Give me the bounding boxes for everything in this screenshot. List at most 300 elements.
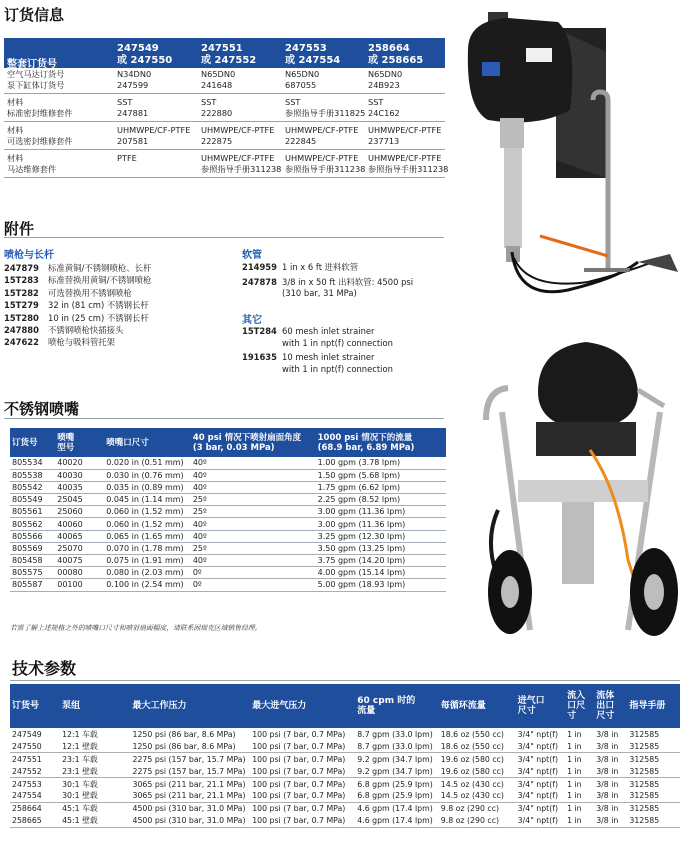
specs-row bbox=[10, 765, 680, 777]
gun-item-pn: 15T279 bbox=[4, 300, 39, 311]
other-item-desc-line: 60 mesh inlet strainer bbox=[282, 326, 375, 336]
nozzle-cell: 805566 bbox=[10, 530, 55, 542]
nozzle-cell: 0.100 in (2.54 mm) bbox=[104, 579, 191, 591]
order-header-col-line: 258664 bbox=[368, 43, 410, 54]
specs-cell: 3/8 in bbox=[596, 779, 619, 789]
spray-gun bbox=[638, 254, 678, 272]
nozzle-cell: 0.060 in (1.52 mm) bbox=[104, 506, 191, 518]
order-row-value: UHMWPE/CF-PTFE bbox=[117, 125, 191, 135]
nozzles-rule bbox=[4, 418, 444, 419]
nozzle-cell: 25045 bbox=[55, 494, 104, 506]
specs-cell: 3/8 in bbox=[594, 765, 627, 777]
other-item-pn: 15T284 bbox=[242, 326, 277, 336]
specs-header-line: 流体 bbox=[596, 691, 615, 701]
specs-cell: 258665 bbox=[10, 815, 60, 827]
nozzle-cell: 0.065 in (1.65 mm) bbox=[104, 530, 191, 542]
hose-item-desc bbox=[282, 277, 413, 300]
specs-header-line: 每循环流量 bbox=[440, 701, 486, 711]
other-item bbox=[242, 326, 442, 349]
order-row-value: 24B923 bbox=[368, 80, 400, 90]
order-row-value: N34DN0 bbox=[117, 69, 152, 79]
specs-cell: 1250 psi (86 bar, 8.6 MPa) bbox=[132, 729, 236, 739]
specs-header-cell bbox=[439, 684, 516, 728]
nozzle-cell: 0.080 in (2.03 mm) bbox=[104, 567, 191, 579]
order-header-col-line: 或 258665 bbox=[368, 55, 424, 66]
nozzle-cell: 25º bbox=[191, 494, 316, 506]
specs-cell: 3/4" npt(f) bbox=[516, 815, 565, 827]
specs-cell: 258664 bbox=[12, 804, 42, 814]
nozzle-row bbox=[10, 567, 446, 579]
brand-badge bbox=[482, 62, 500, 76]
accessories-rule bbox=[4, 237, 444, 238]
specs-cell: 2275 psi (157 bar, 15.7 MPa) bbox=[131, 765, 251, 777]
other-item-pn: 191635 bbox=[242, 352, 277, 362]
gun-item-desc: 32 in (81 cm) 不锈钢长杆 bbox=[48, 300, 149, 311]
gun-item-desc: 喷枪与吸料管托架 bbox=[48, 337, 115, 348]
specs-cell: 18.6 oz (550 cc) bbox=[440, 729, 504, 739]
order-row-value: 参照指导手册311238 bbox=[201, 164, 282, 174]
order-header-label: 整套订货号 bbox=[7, 59, 57, 70]
specs-cell: 247552 bbox=[10, 765, 60, 777]
gun-item bbox=[4, 299, 234, 311]
nozzle-note: 若需了解上述规格之外的喷嘴口尺寸和喷射扇面幅度，请联系固瑞克区域销售经理。 bbox=[10, 624, 262, 632]
specs-cell: 1 in bbox=[567, 804, 582, 814]
nozzle-cell: 1.00 gpm (3.78 lpm) bbox=[316, 457, 446, 469]
order-row-value: 参照指导手册311825 bbox=[285, 108, 366, 118]
hose-item-pn: 214959 bbox=[242, 262, 277, 272]
nozzle-cell: 25º bbox=[191, 542, 316, 554]
nozzle-cell: 40065 bbox=[55, 530, 104, 542]
nozzle-row bbox=[10, 542, 446, 554]
nozzle-cell: 40035 bbox=[55, 481, 104, 493]
order-row-value: SST bbox=[117, 97, 133, 107]
order-row-label: 标准密封维修套件 bbox=[7, 108, 73, 118]
nozzle-cell: 00100 bbox=[55, 579, 104, 591]
specs-cell: 312585 bbox=[627, 765, 680, 777]
hose-item-desc bbox=[282, 262, 358, 274]
other-item-desc bbox=[282, 352, 393, 375]
order-row-label: 泵下缸体订货号 bbox=[7, 80, 65, 90]
nozzle-cell: 805542 bbox=[10, 481, 55, 493]
nozzle-header-line: 40 psi 情况下喷射扇面角度 bbox=[192, 432, 302, 443]
specs-rule bbox=[10, 680, 680, 681]
specs-header-cell bbox=[355, 684, 439, 728]
nozzle-header-line: 喷嘴口尺寸 bbox=[106, 437, 149, 448]
order-row-value: UHMWPE/CF-PTFE bbox=[285, 153, 359, 163]
specs-cell: 4.6 gpm (17.4 lpm) bbox=[357, 804, 433, 814]
nozzle-cell: 4.00 gpm (15.14 lpm) bbox=[316, 567, 446, 579]
specs-cell: 3/8 in bbox=[596, 754, 619, 764]
specs-cell: 23:1 壁载 bbox=[60, 765, 130, 777]
nozzle-cell: 40º bbox=[191, 481, 316, 493]
order-header-col-line: 247549 bbox=[117, 43, 159, 54]
specs-cell: 3/4" npt(f) bbox=[517, 754, 559, 764]
nozzle-cell: 0.035 in (0.89 mm) bbox=[104, 481, 191, 493]
hose-item-desc-line: 1 in x 6 ft 进料软管 bbox=[282, 262, 359, 272]
specs-header-cell bbox=[60, 684, 130, 728]
order-row bbox=[4, 69, 445, 80]
specs-cell: 3/4" npt(f) bbox=[516, 790, 565, 802]
order-row-value: SST bbox=[285, 97, 301, 107]
gun-item bbox=[4, 336, 234, 348]
specs-header-cell bbox=[10, 684, 60, 728]
other-group-title: 其它 bbox=[242, 315, 262, 326]
nozzle-cell: 0.045 in (1.14 mm) bbox=[104, 494, 191, 506]
order-header-col-line: 或 247554 bbox=[285, 55, 341, 66]
specs-header-line: 尺寸 bbox=[596, 711, 615, 721]
order-row bbox=[4, 80, 445, 91]
order-row bbox=[4, 125, 445, 136]
specs-cell: 100 psi (7 bar, 0.7 MPa) bbox=[252, 804, 346, 814]
specs-cell: 3/8 in bbox=[594, 815, 627, 827]
other-item-desc bbox=[282, 326, 393, 349]
order-row-value: 237713 bbox=[368, 136, 400, 146]
specs-cell: 312585 bbox=[629, 779, 660, 789]
nozzle-header-line: (68.9 bar, 6.89 MPa) bbox=[317, 442, 415, 453]
nozzle-cell: 0.060 in (1.52 mm) bbox=[104, 518, 191, 530]
specs-cell: 14.5 oz (430 cc) bbox=[439, 790, 516, 802]
order-row-value: 222845 bbox=[285, 136, 317, 146]
nozzle-row bbox=[10, 530, 446, 542]
nozzle-cell: 00080 bbox=[55, 567, 104, 579]
gun-item-desc: 标准替换用黄铜/不锈钢喷枪 bbox=[48, 275, 152, 286]
specs-cell: 3/8 in bbox=[596, 729, 619, 739]
nozzle-cell: 40º bbox=[191, 555, 316, 567]
specs-cell: 8.7 gpm (33.0 lpm) bbox=[355, 740, 439, 752]
specs-cell: 3/4" npt(f) bbox=[516, 765, 565, 777]
hose-item-pn: 247878 bbox=[242, 276, 277, 287]
specs-row bbox=[10, 753, 680, 765]
order-row-value: 687055 bbox=[285, 80, 317, 90]
gun-item bbox=[4, 324, 234, 336]
nozzle-cell: 25070 bbox=[55, 542, 104, 554]
specs-header-line: 尺寸 bbox=[517, 706, 536, 716]
specs-cell: 9.2 gpm (34.7 lpm) bbox=[355, 765, 439, 777]
nozzle-cell: 805575 bbox=[10, 567, 55, 579]
order-row-value: 222875 bbox=[201, 136, 233, 146]
nozzle-header-line: 1000 psi 情况下的流量 bbox=[317, 432, 413, 443]
order-row-value: 参照指导手册311238 bbox=[285, 164, 366, 174]
other-item-desc-line: with 1 in npt(f) connection bbox=[282, 337, 393, 348]
nozzle-cell: 0º bbox=[191, 579, 316, 591]
specs-cell: 1 in bbox=[567, 729, 582, 739]
order-row-value: N65DN0 bbox=[368, 69, 403, 79]
specs-cell: 23:1 车载 bbox=[62, 754, 98, 764]
order-header-col bbox=[117, 43, 172, 67]
nozzle-row bbox=[10, 494, 446, 506]
order-header-col-line: 或 247550 bbox=[117, 55, 173, 66]
specs-cell: 3/8 in bbox=[594, 790, 627, 802]
order-row-value: 参照指导手册311238 bbox=[368, 164, 449, 174]
specs-cell: 30:1 壁载 bbox=[60, 790, 130, 802]
specs-cell: 100 psi (7 bar, 0.7 MPa) bbox=[250, 790, 355, 802]
specs-cell: 1 in bbox=[565, 815, 594, 827]
nozzle-table bbox=[10, 428, 446, 592]
gun-item-pn: 247879 bbox=[4, 263, 39, 273]
order-group-rule bbox=[4, 121, 445, 122]
nozzle-cell: 0.075 in (1.91 mm) bbox=[104, 555, 191, 567]
specs-row bbox=[10, 740, 680, 752]
gun-item-pn: 15T280 bbox=[4, 312, 39, 323]
specs-cell: 100 psi (7 bar, 0.7 MPa) bbox=[252, 729, 346, 739]
specs-cell: 1 in bbox=[565, 765, 594, 777]
nozzle-header-cell bbox=[55, 428, 104, 457]
nozzle-cell: 3.50 gpm (13.25 lpm) bbox=[316, 542, 446, 554]
order-row-label: 可选密封维修套件 bbox=[7, 136, 73, 146]
specs-cell: 18.6 oz (550 cc) bbox=[439, 740, 516, 752]
specs-row bbox=[10, 815, 680, 827]
specs-cell: 100 psi (7 bar, 0.7 MPa) bbox=[250, 765, 355, 777]
specs-cell: 8.7 gpm (33.0 lpm) bbox=[357, 729, 433, 739]
specs-row bbox=[10, 728, 680, 740]
nozzle-header-line: (3 bar, 0.03 MPa) bbox=[192, 442, 275, 453]
nozzle-cell: 805458 bbox=[10, 555, 55, 567]
nozzle-cell: 2.25 gpm (8.52 lpm) bbox=[316, 494, 446, 506]
nozzle-cell: 40020 bbox=[55, 457, 104, 469]
specs-cell: 312585 bbox=[627, 790, 680, 802]
specs-cell: 9.2 gpm (34.7 lpm) bbox=[357, 754, 433, 764]
gun-item-pn: 247622 bbox=[4, 337, 39, 348]
other-list bbox=[242, 326, 442, 378]
nozzle-cell: 0.020 in (0.51 mm) bbox=[104, 457, 191, 469]
gun-item-desc: 不锈钢喷枪快插接头 bbox=[48, 324, 124, 335]
specs-cell: 3065 psi (211 bar, 21.1 MPa) bbox=[132, 779, 246, 789]
specs-cell: 247551 bbox=[12, 754, 42, 764]
order-row-label: 马达维修套件 bbox=[7, 164, 57, 174]
specs-cell: 45:1 壁载 bbox=[60, 815, 130, 827]
specs-cell: 4500 psi (310 bar, 31.0 MPa) bbox=[131, 815, 251, 827]
specs-cell: 312585 bbox=[629, 729, 660, 739]
nozzle-cell: 805538 bbox=[10, 469, 55, 481]
specs-title: 技术参数 bbox=[12, 659, 77, 678]
nozzle-cell: 25060 bbox=[55, 506, 104, 518]
order-row-value: PTFE bbox=[117, 153, 137, 163]
hose-item bbox=[242, 262, 442, 274]
hose-list bbox=[242, 262, 442, 303]
gun-item-pn: 247880 bbox=[4, 324, 39, 335]
specs-cell: 1 in bbox=[567, 754, 582, 764]
specs-cell: 19.6 oz (580 cc) bbox=[440, 754, 504, 764]
nozzle-cell: 3.75 gpm (14.20 lpm) bbox=[316, 555, 446, 567]
specs-cell: 12:1 车载 bbox=[62, 729, 98, 739]
specs-cell: 3/4" npt(f) bbox=[517, 729, 559, 739]
order-header-col-line: 247551 bbox=[201, 43, 243, 54]
nozzle-cell: 805549 bbox=[10, 494, 55, 506]
nozzle-cell: 805569 bbox=[10, 542, 55, 554]
specs-cell: 247553 bbox=[12, 779, 42, 789]
wall-mount-pump-image bbox=[448, 0, 700, 300]
gun-item-desc: 10 in (25 cm) 不锈钢长杆 bbox=[48, 312, 149, 323]
nozzle-cell: 40º bbox=[191, 530, 316, 542]
specs-cell: 30:1 车载 bbox=[62, 779, 98, 789]
gun-item bbox=[4, 312, 234, 324]
other-item-desc-line: 10 mesh inlet strainer bbox=[282, 352, 375, 362]
specs-cell: 14.5 oz (430 cc) bbox=[440, 779, 504, 789]
order-row-value: N65DN0 bbox=[201, 69, 236, 79]
nozzle-cell: 40075 bbox=[55, 555, 104, 567]
specs-cell: 3/4" npt(f) bbox=[517, 804, 559, 814]
specs-cell: 100 psi (7 bar, 0.7 MPa) bbox=[250, 815, 355, 827]
specs-cell: 312585 bbox=[627, 815, 680, 827]
nozzle-header-line: 订货号 bbox=[12, 437, 38, 448]
order-group-rule bbox=[4, 149, 445, 150]
specs-table bbox=[10, 684, 680, 828]
order-row-label: 材料 bbox=[7, 125, 24, 135]
specs-header-line: 泵组 bbox=[62, 701, 81, 711]
specs-header-line: 进气口 bbox=[517, 696, 545, 706]
nozzle-cell: 1.75 gpm (6.62 lpm) bbox=[316, 481, 446, 493]
specs-header-line: 出口 bbox=[596, 701, 615, 711]
specs-cell: 312585 bbox=[629, 754, 660, 764]
specs-cell: 247549 bbox=[12, 729, 42, 739]
specs-header-line: 最大工作压力 bbox=[132, 701, 187, 711]
nozzle-row bbox=[10, 469, 446, 481]
specs-cell: 247554 bbox=[10, 790, 60, 802]
specs-cell: 1 in bbox=[565, 740, 594, 752]
nozzle-header-cell bbox=[10, 428, 55, 457]
specs-header-cell bbox=[516, 684, 565, 728]
specs-cell: 1 in bbox=[565, 790, 594, 802]
order-row-value: UHMWPE/CF-PTFE bbox=[201, 125, 275, 135]
gun-list bbox=[4, 262, 234, 349]
specs-header-cell bbox=[627, 684, 680, 728]
order-header-col-line: 247553 bbox=[285, 43, 327, 54]
order-table-header bbox=[4, 38, 445, 68]
specs-cell: 1 in bbox=[567, 779, 582, 789]
nozzle-cell: 0º bbox=[191, 567, 316, 579]
specs-cell: 45:1 车载 bbox=[62, 804, 98, 814]
specs-row bbox=[10, 790, 680, 802]
specs-header-line: 指导手册 bbox=[629, 701, 666, 711]
cart-pump-image bbox=[478, 330, 694, 650]
other-item-desc-line: with 1 in npt(f) connection bbox=[282, 363, 393, 374]
gun-item bbox=[4, 287, 234, 299]
hose-group-title: 软管 bbox=[242, 250, 262, 261]
specs-cell: 312585 bbox=[627, 740, 680, 752]
gun-item-desc: 标准黄铜/不锈钢喷枪、长杆 bbox=[48, 263, 152, 273]
order-row bbox=[4, 97, 445, 108]
specs-header-cell bbox=[131, 684, 251, 728]
nozzle-cell: 3.00 gpm (11.36 lpm) bbox=[316, 506, 446, 518]
specs-header-line: 口尺 bbox=[567, 701, 586, 711]
order-row-value: 247599 bbox=[117, 80, 149, 90]
specs-cell: 9.8 oz (290 cc) bbox=[440, 804, 500, 814]
order-row-label: 空气马达订货号 bbox=[7, 69, 65, 79]
specs-header-line: 订货号 bbox=[12, 701, 40, 711]
order-row-value: SST bbox=[201, 97, 217, 107]
nozzle-cell: 0.030 in (0.76 mm) bbox=[104, 469, 191, 481]
order-row-value: 24C162 bbox=[368, 108, 400, 118]
order-header-col bbox=[201, 43, 256, 67]
nozzle-header-cell bbox=[104, 428, 191, 457]
order-row-value: N65DN0 bbox=[285, 69, 320, 79]
specs-row bbox=[10, 802, 680, 814]
order-table bbox=[4, 38, 449, 198]
nozzle-cell: 40º bbox=[191, 469, 316, 481]
specs-row bbox=[10, 778, 680, 790]
order-row-value: 247881 bbox=[117, 108, 149, 118]
specs-cell: 3/4" npt(f) bbox=[516, 740, 565, 752]
specs-header-line: 流量 bbox=[357, 706, 376, 716]
specs-header-cell bbox=[250, 684, 355, 728]
specs-cell: 100 psi (7 bar, 0.7 MPa) bbox=[252, 779, 346, 789]
nozzles-title: 不锈钢喷嘴 bbox=[4, 400, 80, 418]
order-row bbox=[4, 153, 445, 164]
order-row bbox=[4, 136, 445, 147]
specs-cell: 19.6 oz (580 cc) bbox=[439, 765, 516, 777]
other-item bbox=[242, 352, 442, 375]
specs-cell: 3/8 in bbox=[596, 804, 619, 814]
order-row-value: UHMWPE/CF-PTFE bbox=[368, 125, 442, 135]
accessories-title: 附件 bbox=[4, 220, 35, 238]
gun-group-title: 喷枪与长杆 bbox=[4, 250, 54, 261]
order-header-col-line: 或 247552 bbox=[201, 55, 257, 66]
nozzle-cell: 805587 bbox=[10, 579, 55, 591]
nozzle-cell: 1.50 gpm (5.68 lpm) bbox=[316, 469, 446, 481]
nozzle-cell: 3.25 gpm (12.30 lpm) bbox=[316, 530, 446, 542]
order-row-label: 材料 bbox=[7, 153, 24, 163]
specs-cell: 12:1 壁载 bbox=[60, 740, 130, 752]
nozzle-header-cell bbox=[191, 428, 316, 457]
nozzle-cell: 25º bbox=[191, 506, 316, 518]
specs-cell: 2275 psi (157 bar, 15.7 MPa) bbox=[132, 754, 246, 764]
order-header-col bbox=[285, 43, 340, 67]
nozzle-cell: 40060 bbox=[55, 518, 104, 530]
nozzle-cell: 40030 bbox=[55, 469, 104, 481]
order-row-value: UHMWPE/CF-PTFE bbox=[201, 153, 275, 163]
order-row-value: 241648 bbox=[201, 80, 233, 90]
nozzle-header-line: 喷嘴 bbox=[57, 432, 75, 443]
specs-cell: 100 psi (7 bar, 0.7 MPa) bbox=[250, 740, 355, 752]
order-group-rule bbox=[4, 93, 445, 94]
order-row bbox=[4, 164, 449, 175]
specs-cell: 3/8 in bbox=[594, 740, 627, 752]
specs-header-line: 60 cpm 时的 bbox=[357, 696, 416, 706]
order-row-value: UHMWPE/CF-PTFE bbox=[285, 125, 359, 135]
order-row-value: 207581 bbox=[117, 136, 149, 146]
nozzle-row bbox=[10, 481, 446, 493]
specs-cell: 312585 bbox=[629, 804, 660, 814]
specs-header-line: 流入 bbox=[567, 691, 586, 701]
nozzle-cell: 805561 bbox=[10, 506, 55, 518]
specs-cell: 6.8 gpm (25.9 lpm) bbox=[357, 779, 433, 789]
nozzle-row bbox=[10, 579, 446, 591]
nozzle-cell: 805562 bbox=[10, 518, 55, 530]
gun-item-pn: 15T282 bbox=[4, 287, 39, 298]
specs-cell: 247550 bbox=[10, 740, 60, 752]
order-row-value: 222880 bbox=[201, 108, 233, 118]
nozzle-cell: 40º bbox=[191, 518, 316, 530]
specs-cell: 1250 psi (86 bar, 8.6 MPa) bbox=[131, 740, 251, 752]
nozzle-cell: 805534 bbox=[10, 457, 55, 469]
specs-cell: 3/4" npt(f) bbox=[517, 779, 559, 789]
nozzle-cell: 3.00 gpm (11.36 lpm) bbox=[316, 518, 446, 530]
nozzle-cell: 5.00 gpm (18.93 lpm) bbox=[316, 579, 446, 591]
hose-item bbox=[242, 277, 442, 300]
order-group-rule bbox=[4, 177, 445, 178]
specs-cell: 6.8 gpm (25.9 lpm) bbox=[355, 790, 439, 802]
specs-header-line: 寸 bbox=[567, 711, 577, 721]
specs-header-cell bbox=[565, 684, 594, 728]
order-row-value: SST bbox=[368, 97, 384, 107]
gun-item-pn: 15T283 bbox=[4, 275, 39, 286]
gun-item bbox=[4, 274, 234, 286]
hose-item-desc-line: 3/8 in x 50 ft 出料软管: 4500 psi bbox=[282, 276, 414, 287]
specs-cell: 4.6 gpm (17.4 lpm) bbox=[355, 815, 439, 827]
nozzle-row bbox=[10, 555, 446, 567]
hose-item-desc-line: (310 bar, 31 MPa) bbox=[282, 288, 357, 298]
specs-cell: 4500 psi (310 bar, 31.0 MPa) bbox=[132, 804, 246, 814]
